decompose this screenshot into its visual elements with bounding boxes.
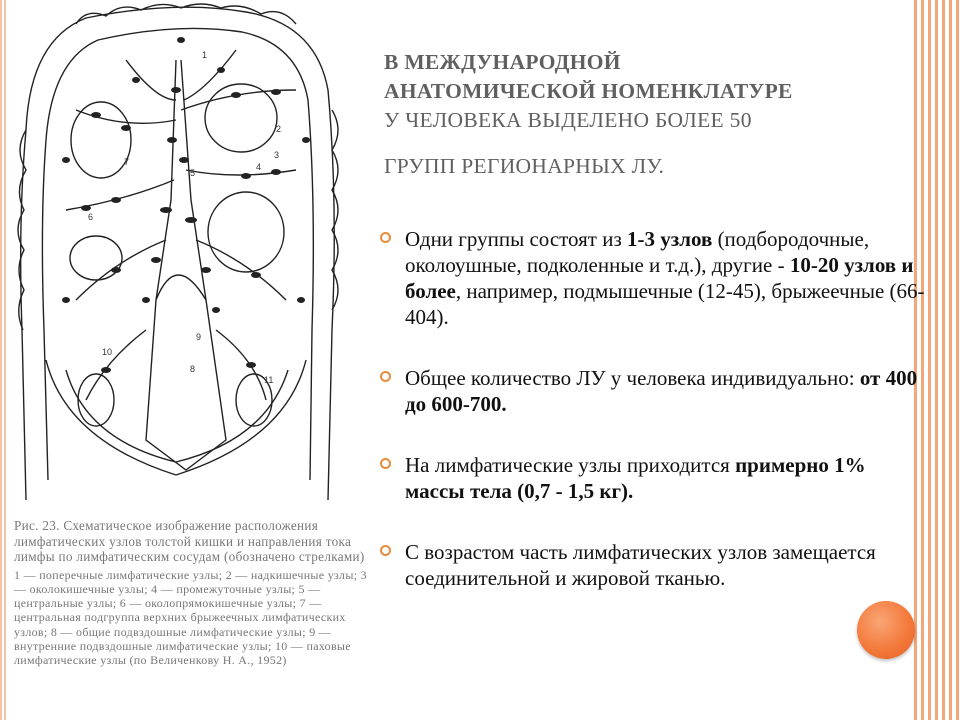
- figure-number-6: 6: [88, 212, 94, 222]
- bullet-text: , например, подмышечные (12-45), брыжеечные (66-404).: [405, 279, 925, 329]
- bullet-text: (подбородочные, околоушные, подколенные и т.д.), другие -: [405, 227, 870, 277]
- bullet-dot-icon: [380, 458, 391, 469]
- figure-number-3: 3: [274, 150, 280, 160]
- bullet-list: [380, 226, 925, 591]
- caption-legend: 1 — поперечные лимфатические узлы; 2 — надкишечные узлы; 3 — околокишечные узлы; 4 — промежуточные узлы; 5 — центральные узлы; 6 — околопрямокишечные узлы; 7 — центральная подгруппа верхних брыжеечных лимфатических узлов; 8 — общие подвздошные лимфатические узлы; 9 — внутренние подвздошные лимфатические узлы; 10 — паховые лимфатические узлы (по Величенкову Н. А., 1952): [14, 567, 367, 667]
- figure-number-4: 4: [256, 162, 262, 172]
- bullet-dot-icon: [380, 545, 391, 556]
- bullet-bold-text: 10-20 узлов и более: [405, 253, 914, 303]
- bullet-bold-text: 1-3 узлов: [627, 227, 713, 251]
- bullet-bold-text: примерно 1% массы тела (0,7 - 1,5 кг).: [405, 453, 866, 503]
- title-line-1: В МЕЖДУНАРОДНОЙ: [384, 50, 621, 74]
- bullet-text: Общее количество ЛУ у человека индивидуально:: [405, 366, 860, 390]
- figure-number-1: 1: [202, 50, 208, 60]
- figure-number-11: 11: [264, 375, 274, 385]
- title-line-2: АНАТОМИЧЕСКОЙ НОМЕНКЛАТУРЕ: [384, 79, 793, 103]
- slide-title: [384, 48, 924, 181]
- figure-number-5: 5: [190, 168, 196, 178]
- bullet-item-mass: [380, 452, 925, 504]
- bullet-item-age: [380, 539, 925, 591]
- figure-caption: [14, 518, 374, 718]
- bullet-text: Одни группы состоят из: [405, 227, 628, 251]
- figure-number-7: 7: [124, 157, 130, 167]
- bullet-item-total: [380, 365, 925, 417]
- decorative-orange-circle: [857, 601, 915, 659]
- bullet-dot-icon: [380, 232, 391, 243]
- bullet-text: На лимфатические узлы приходится: [405, 453, 736, 477]
- lymph-node-diagram: [6, 0, 354, 505]
- figure-number-2: 2: [276, 124, 282, 134]
- caption-main: Рис. 23. Схематическое изображение расположения лимфатических узлов толстой кишки и направления тока лимфы по лимфатическим сосудам (обозначено стрелками): [14, 518, 365, 565]
- bullet-bold-text: от 400 до 600-700.: [405, 366, 918, 416]
- title-line-4: ГРУПП РЕГИОНАРНЫХ ЛУ.: [384, 154, 665, 178]
- title-line-3: У ЧЕЛОВЕКА ВЫДЕЛЕНО БОЛЕЕ 50: [384, 108, 752, 132]
- bullet-text: С возрастом часть лимфатических узлов замещается соединительной и жировой тканью.: [405, 540, 876, 590]
- bullet-dot-icon: [380, 371, 391, 382]
- figure-number-10: 10: [102, 347, 113, 357]
- bullet-item-groups: [380, 226, 925, 330]
- figure-number-8: 8: [190, 364, 196, 374]
- figure-number-9: 9: [196, 332, 202, 342]
